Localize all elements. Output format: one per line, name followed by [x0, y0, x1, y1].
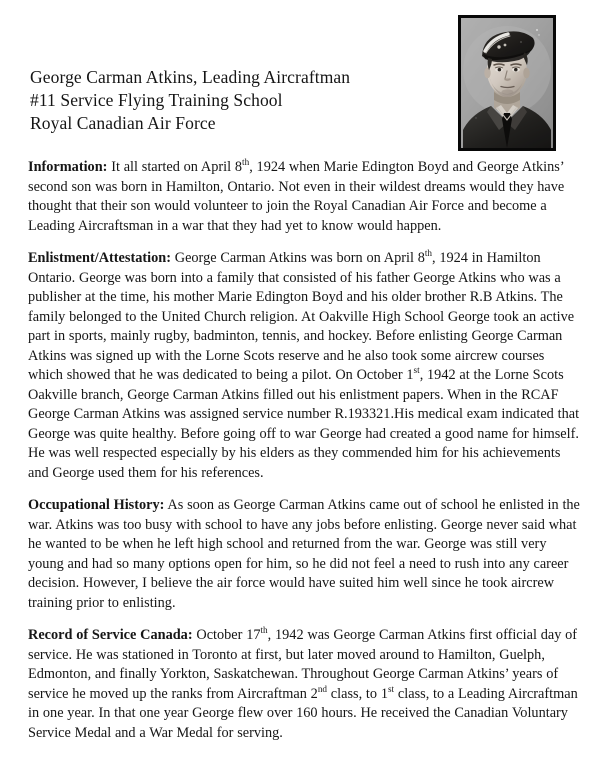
section-information-label: Information: — [28, 159, 108, 175]
title-line-school: #11 Service Flying Training School — [30, 90, 283, 110]
section-enlistment-sup-1: th — [424, 248, 433, 259]
portrait-photo-image — [461, 18, 553, 148]
section-enlistment-label: Enlistment/Attestation: — [28, 250, 171, 266]
document-body — [28, 158, 580, 743]
section-record-of-service-text-4: class, to a Leading Aircraftman in one year. In that one year George flew over 160 hours. He received the Canadian Voluntary Service Medal and a War Medal for serving. — [28, 685, 578, 741]
portrait-photo — [458, 15, 556, 151]
section-record-of-service-text-2: , 1942 was George Carman Atkins first official day of service. He was stationed in Toronto at first, but later moved around to Hamilton, Guelph, Edmonton, and finally Yorkton, Saskatchewan. Throughout George Carman Atkins’ years of service he moved up the ranks from Aircraftman 2 — [28, 627, 578, 702]
page-title — [30, 66, 450, 135]
section-record-of-service-text-3: class, to 1 — [327, 685, 388, 702]
section-record-of-service-sup-1: th — [260, 625, 268, 636]
section-enlistment-sup-2: st — [413, 365, 420, 376]
section-information-text-1: It all started on April 8 — [107, 159, 243, 175]
title-line-force: Royal Canadian Air Force — [30, 113, 216, 133]
section-occupational-history-text-1: As soon as George Carman Atkins came out of school he enlisted in the war. Atkins was too busy with school to have any jobs before enlisting. George never said what he wanted to be when he left high school and returned from the war. George was still very young and had so many options open for him, so he did not feel a need to rush into any career decision. However, I believe the air force would have suited him well since he took aircrew training prior to enlisting. — [28, 497, 580, 611]
section-record-of-service-sup-3: st — [387, 683, 395, 694]
section-information-text-2: , 1924 when Marie Edington Boyd and George Atkins’ second son was born in Hamilton, Ontario. Not even in their wildest dreams would they have thought that their son would volunteer to join the Royal Canadian Air Force and become a Leading Aircraftsman in a war that they had yet to know would happen. — [28, 159, 565, 234]
section-record-of-service-label: Record of Service Canada: — [28, 627, 193, 643]
section-enlistment-text-3: , 1942 at the Lorne Scots Oakville branch, George Carman Atkins filled out his enlistment papers. When in the RCAF George Carman Atkins was assigned service number R.193321.His medical exam indicated that George was quite healthy. Before going off to war George had created a good name for himself. He was well respected especially by his elders as they commended him for his achievements and George used them for his references. — [28, 367, 580, 481]
section-occupational-history-label: Occupational History: — [28, 497, 165, 513]
section-information — [28, 158, 580, 236]
section-record-of-service-sup-2: nd — [317, 683, 328, 694]
section-record-of-service — [28, 626, 580, 743]
section-information-sup-1: th — [242, 157, 250, 168]
title-line-name: George Carman Atkins, Leading Aircraftman — [30, 67, 351, 87]
section-enlistment-text-1: George Carman Atkins was born on April 8 — [170, 250, 425, 266]
section-enlistment — [28, 249, 580, 483]
section-enlistment-text-2: , 1924 in Hamilton Ontario. George was born into a family that consisted of his father George Atkins who was a publisher at the time, his mother Marie Edington Boyd and his older brother R.B Atkins. The family belonged to the United Church religion. At Oakville High School George took an active part in sports, mainly rugby, badminton, tennis, and hockey. Before enlisting George Carman Atkins was signed up with the Lorne Scots reserve and he also took some aircrew courses which showed that he was dedicated to being a pilot. On October 1 — [28, 250, 575, 383]
section-occupational-history — [28, 496, 580, 613]
section-record-of-service-text-1: October 17 — [192, 627, 261, 643]
